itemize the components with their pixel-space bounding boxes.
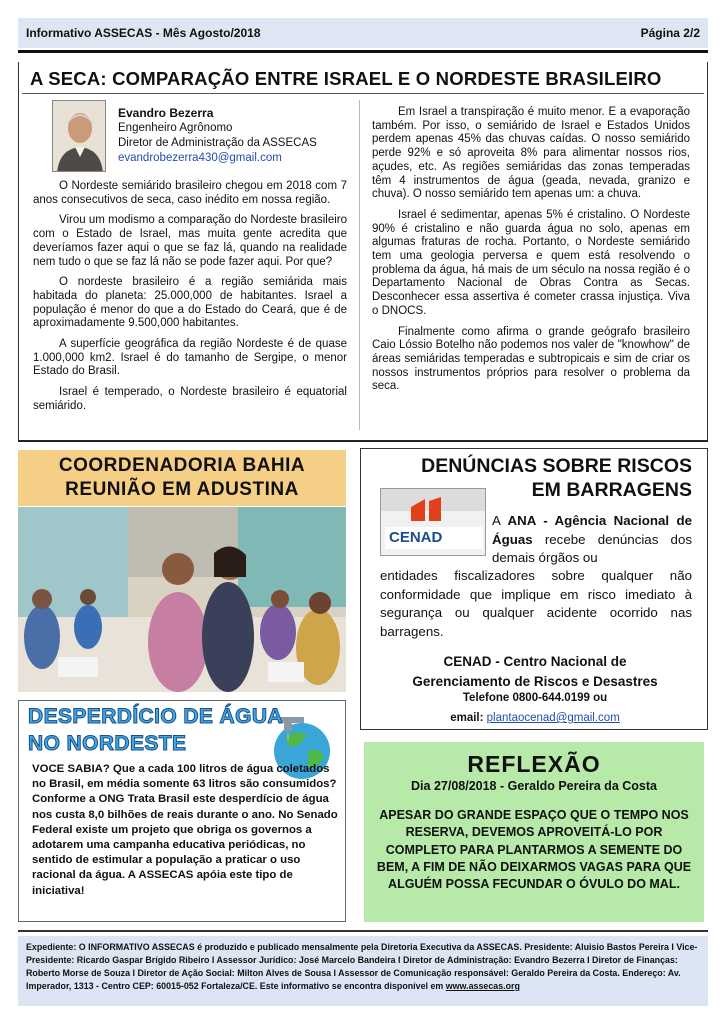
article-title: A SECA: COMPARAÇÃO ENTRE ISRAEL E O NORDESTE BRASILEIRO xyxy=(30,68,662,89)
water-title xyxy=(28,703,348,757)
site-link[interactable]: www.assecas.org xyxy=(445,981,520,991)
email-label: email: xyxy=(450,712,487,724)
lead-rest: recebe denúncias dos demais órgãos ou xyxy=(492,531,692,565)
cenad-email-link[interactable]: plantaocenad@gmail.com xyxy=(486,712,620,724)
article-paragraph: Em Israel a transpiração é muito menor. E a evaporação também. Por isso, o semiárido de Israel e Estados Unidos perdem apenas 45% das chuvas caídas. O nosso semiárido perde 92% e só aproveita 8% para alimentar nossos rios, açudes, etc. As regiões semiáridas das zonas temperadas têm 4 instrumentos de água (geada, nevada, granizo e chuva). O nosso semiárido tem apenas um: a chuva. xyxy=(372,106,690,201)
page-number: Página 2/2 xyxy=(640,26,700,40)
denuncias-title-line1: DENÚNCIAS SOBRE RISCOS xyxy=(421,455,692,477)
author-position: Diretor de Administração da ASSECAS xyxy=(118,137,317,149)
bahia-title-line2: REUNIÃO EM ADUSTINA xyxy=(65,479,299,500)
article-paragraph: Israel é temperado, o Nordeste brasileiro é equatorial semiárido. xyxy=(33,386,347,412)
footer-text: Expediente: O INFORMATIVO ASSECAS é produzido e publicado mensalmente pela Diretoria Executiva da ASSECAS. Presidente: Aluisio Bastos Pereira I Vice-Presidente: Ricardo Gaspar Brígido Ribeiro I Assessor Jurídico: José Marcelo Bandeira I Diretor de Administração: Evandro Bezerra I Diretor de Finanças: Roberto Morse de Souza I Diretor de Ação Social: Milton Alves de Sousa I Assessor de Comunicação responsável: Geraldo Pereira da Costa. Endereço: Av. Imperador, 1313 - Centro CEP: 60015-052 Fortaleza/CE. Este informativo se encontra disponível em xyxy=(26,942,698,991)
water-body-text: VOCE SABIA? Que a cada 100 litros de água coletados no Brasil, em média somente 63 litros são consumidos? Conforme a ONG Trata Brasil este desperdício de água nos custa 8,0 bilhões de reais durante o ano. No Senado Federal existe um projeto que obriga os governos a adotarem uma campanha educativa periódicas, no sentido de estimular a população a praticar o uso racional da água. A ASSECAS apóia este tipo de iniciativa! xyxy=(32,763,338,897)
footer-expediente xyxy=(26,941,702,993)
cenad-phone: Telefone 0800-644.0199 ou xyxy=(462,692,608,704)
column-divider xyxy=(359,100,360,430)
footer-divider xyxy=(18,930,708,932)
water-title-line2: NO NORDESTE xyxy=(28,732,187,755)
author-portrait-image xyxy=(53,101,106,172)
denuncias-lead xyxy=(492,512,692,568)
cenad-name xyxy=(370,652,700,692)
author-email-link[interactable]: evandrobezerra430@gmail.com xyxy=(118,152,282,164)
cenad-line2: Gerenciamento de Riscos e Desastres xyxy=(412,674,658,689)
denuncias-body: entidades fiscalizadores sobre qualquer não conformidade que implique em risco imediato à segurança ou qualquer acidente ocorrido nas barragens. xyxy=(380,568,692,639)
cenad-logo-text: CENAD xyxy=(389,529,443,546)
reflexao-text: APESAR DO GRANDE ESPAÇO QUE O TEMPO NOS RESERVA, DEVEMOS APROVEITÁ-LO POR COMPLETO PARA PLANTARMOS A SEMENTE DO BEM, A FIM DE NÃO DEIXARMOS VAGAS PARA QUE ALGUÉM POSSA FECUNDAR O ÓVULO DO MAL. xyxy=(376,808,692,892)
bahia-title-line1: COORDENADORIA BAHIA xyxy=(58,455,306,476)
author-title: Engenheiro Agrônomo xyxy=(118,122,233,134)
author-photo xyxy=(52,100,106,172)
reflexao-date: Dia 27/08/2018 - Geraldo Pereira da Costa xyxy=(411,779,657,793)
bahia-meeting-photo xyxy=(18,507,346,692)
cenad-line1: CENAD - Centro Nacional de xyxy=(443,654,627,669)
article-paragraph: O Nordeste semiárido brasileiro chegou em 2018 com 7 anos consecutivos de seca, caso inédito em nossa região. xyxy=(33,180,347,206)
article-paragraph: Virou um modismo a comparação do Nordeste brasileiro com o Estado de Israel, mas muita gente acredita que deveríamos fazer aqui o que se faz lá, quando na realidade nem tudo o que se faz lá não se pode fazer aqui. Por que? xyxy=(33,214,347,268)
reflexao-title: REFLEXÃO xyxy=(467,751,601,777)
cenad-email xyxy=(370,712,700,724)
denuncias-title-line2: EM BARRAGENS xyxy=(531,479,692,501)
header-divider xyxy=(18,50,708,53)
article-paragraph: A superfície geográfica da região Nordeste é de quase 1.000,000 km2. Israel é do tamanho de Sergipe, o menor Estado do Brasil. xyxy=(33,338,347,378)
article-paragraph: Finalmente como afirma o grande geógrafo brasileiro Caio Lóssio Botelho não podemos nos valer de "knowhow" de áreas semiáridas temperadas e subtropicais e sim de criar os nossos instrumentos próprios para resolver o problema da seca. xyxy=(372,325,690,393)
article-right-column xyxy=(372,106,690,401)
article-paragraph: Israel é sedimentar, apenas 5% é cristalino. O Nordeste 90% é cristalino e não guarda água no solo, apenas em algumas fraturas de rocha. Portanto, o Nordeste semiárido tem uma geologia perversa e quem está resolvendo o problema da água, há mais de um século na nossa região é o Departamento Nacional de Obras Contra as Secas. Desconhecer essa assertiva é cometer crassa injustiça. Viva o DNOCS. xyxy=(372,208,690,317)
bahia-title xyxy=(18,454,346,502)
article-title-divider xyxy=(22,93,704,94)
lead-prefix: A xyxy=(492,513,508,528)
article-left-column xyxy=(33,180,347,421)
ana-name: ANA - Agência Nacional de Águas xyxy=(492,513,692,547)
newsletter-title: Informativo ASSECAS - Mês Agosto/2018 xyxy=(26,26,261,40)
water-title-line1: DESPERDÍCIO DE ÁGUA xyxy=(28,705,283,728)
cenad-logo-photo xyxy=(380,488,486,556)
meeting-photo-image xyxy=(18,507,346,692)
author-name: Evandro Bezerra xyxy=(118,106,214,120)
article-paragraph: O nordeste brasileiro é a região semiárida mais habitada do planeta: 25.000,000 de habitantes. Israel a população é menor do que a do Estado do Ceará, que é de aproximadamente 9.500,000 habitantes. xyxy=(33,276,347,330)
